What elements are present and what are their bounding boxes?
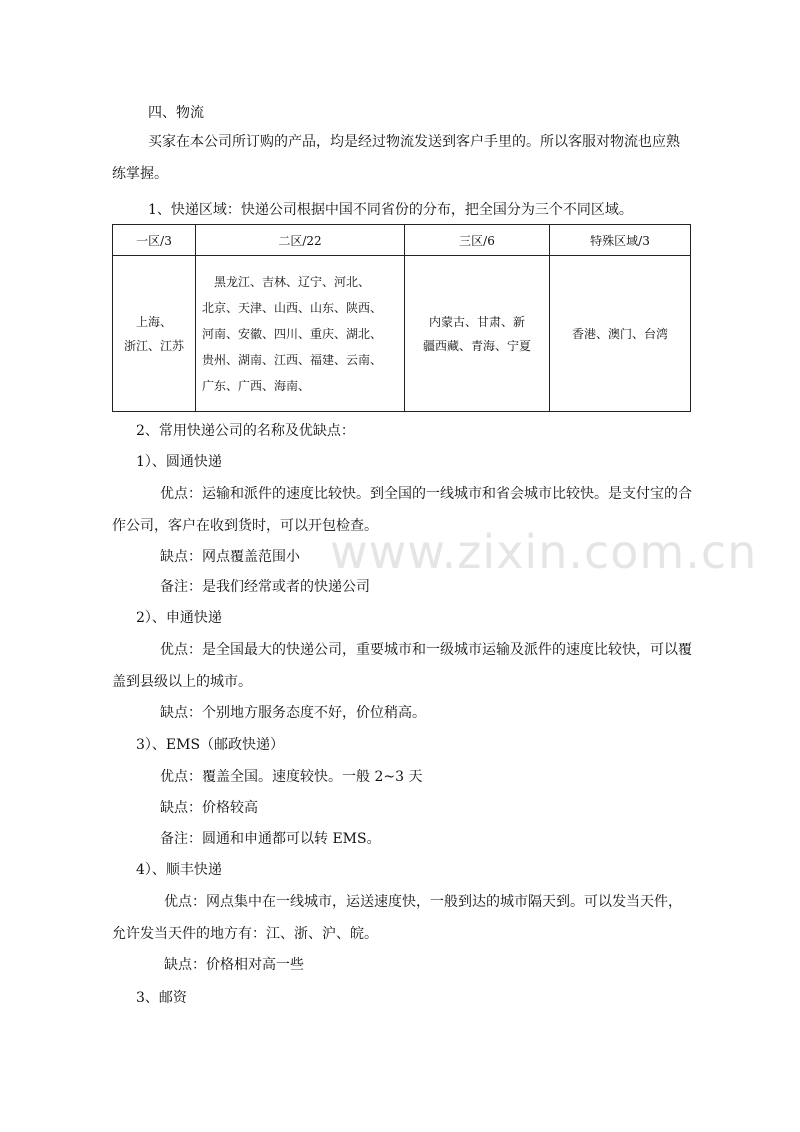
watermark: www.zixin.com.cn [330, 525, 758, 579]
header-zone3: 三区/6 [405, 225, 550, 256]
zone2-line: 黑龙江、吉林、辽宁、河北、 [202, 274, 371, 289]
zone2-line: 广东、广西、海南、 [202, 378, 311, 393]
intro-paragraph: 买家在本公司所订购的产品，均是经过物流发送到客户手里的。所以客服对物流也应熟练掌握。 [112, 134, 680, 182]
header-zone1: 一区/3 [113, 225, 196, 256]
zone1-cell [113, 256, 196, 412]
ems-cons: 缺点：价格较高 [160, 800, 258, 816]
zones-heading: 1、快递区域：快递公司根据中国不同省份的分布，把全国分为三个不同区域。 [148, 202, 633, 218]
postal-heading: 3、邮资 [136, 990, 187, 1006]
zones-header-row [113, 225, 691, 256]
special-cell: 香港、澳门、台湾 [550, 256, 691, 412]
zones-table [112, 224, 691, 412]
zone1-line: 浙江、江苏 [123, 338, 184, 353]
zone3-line: 疆西藏、青海、宁夏 [422, 338, 531, 353]
zone1-line: 上海、 [135, 314, 172, 329]
zone3-cell [405, 256, 550, 412]
ems-title: 3）、EMS（邮政快递） [136, 737, 285, 753]
zone2-cell [196, 256, 405, 412]
zone2-line: 河南、安徽、四川、重庆、湖北、 [202, 326, 383, 341]
zone3-line: 内蒙古、甘肃、新 [428, 314, 525, 329]
shentong-cons: 缺点：个别地方服务态度不好，价位稍高。 [160, 705, 426, 721]
ems-note: 备注：圆通和申通都可以转 EMS。 [160, 831, 381, 847]
shunfeng-pros: 优点：网点集中在一线城市，运送速度快，一般到达的城市隔天到。可以发当天件，允许发当天件的地方有：江、浙、沪、皖。 [112, 894, 682, 942]
yuantong-cons: 缺点：网点覆盖范围小 [160, 549, 300, 565]
zone2-line: 贵州、湖南、江西、福建、云南、 [202, 352, 383, 367]
ems-pros: 优点：覆盖全国。速度较快。一般 2~3 天 [160, 769, 423, 785]
shunfeng-title: 4）、顺丰快递 [136, 862, 222, 878]
yuantong-title: 1）、圆通快递 [136, 454, 222, 470]
yuantong-pros: 优点：运输和派件的速度比较快。到全国的一线城市和省会城市比较快。是支付宝的合作公司，客户在收到货时，可以开包检查。 [112, 486, 692, 534]
header-zone2: 二区/22 [196, 225, 405, 256]
section-title: 四、物流 [148, 105, 204, 121]
shentong-pros: 优点：是全国最大的快递公司，重要城市和一级城市运输及派件的速度比较快，可以覆盖到县级以上的城市。 [112, 642, 692, 690]
header-special: 特殊区域/3 [550, 225, 691, 256]
shentong-title: 2）、申通快递 [136, 610, 222, 626]
companies-heading: 2、常用快递公司的名称及优缺点： [136, 423, 355, 439]
zones-body-row [113, 256, 691, 412]
yuantong-note: 备注：是我们经常或者的快递公司 [160, 579, 370, 595]
zone2-line: 北京、天津、山西、山东、陕西、 [202, 300, 383, 315]
shunfeng-cons: 缺点：价格相对高一些 [164, 957, 304, 973]
